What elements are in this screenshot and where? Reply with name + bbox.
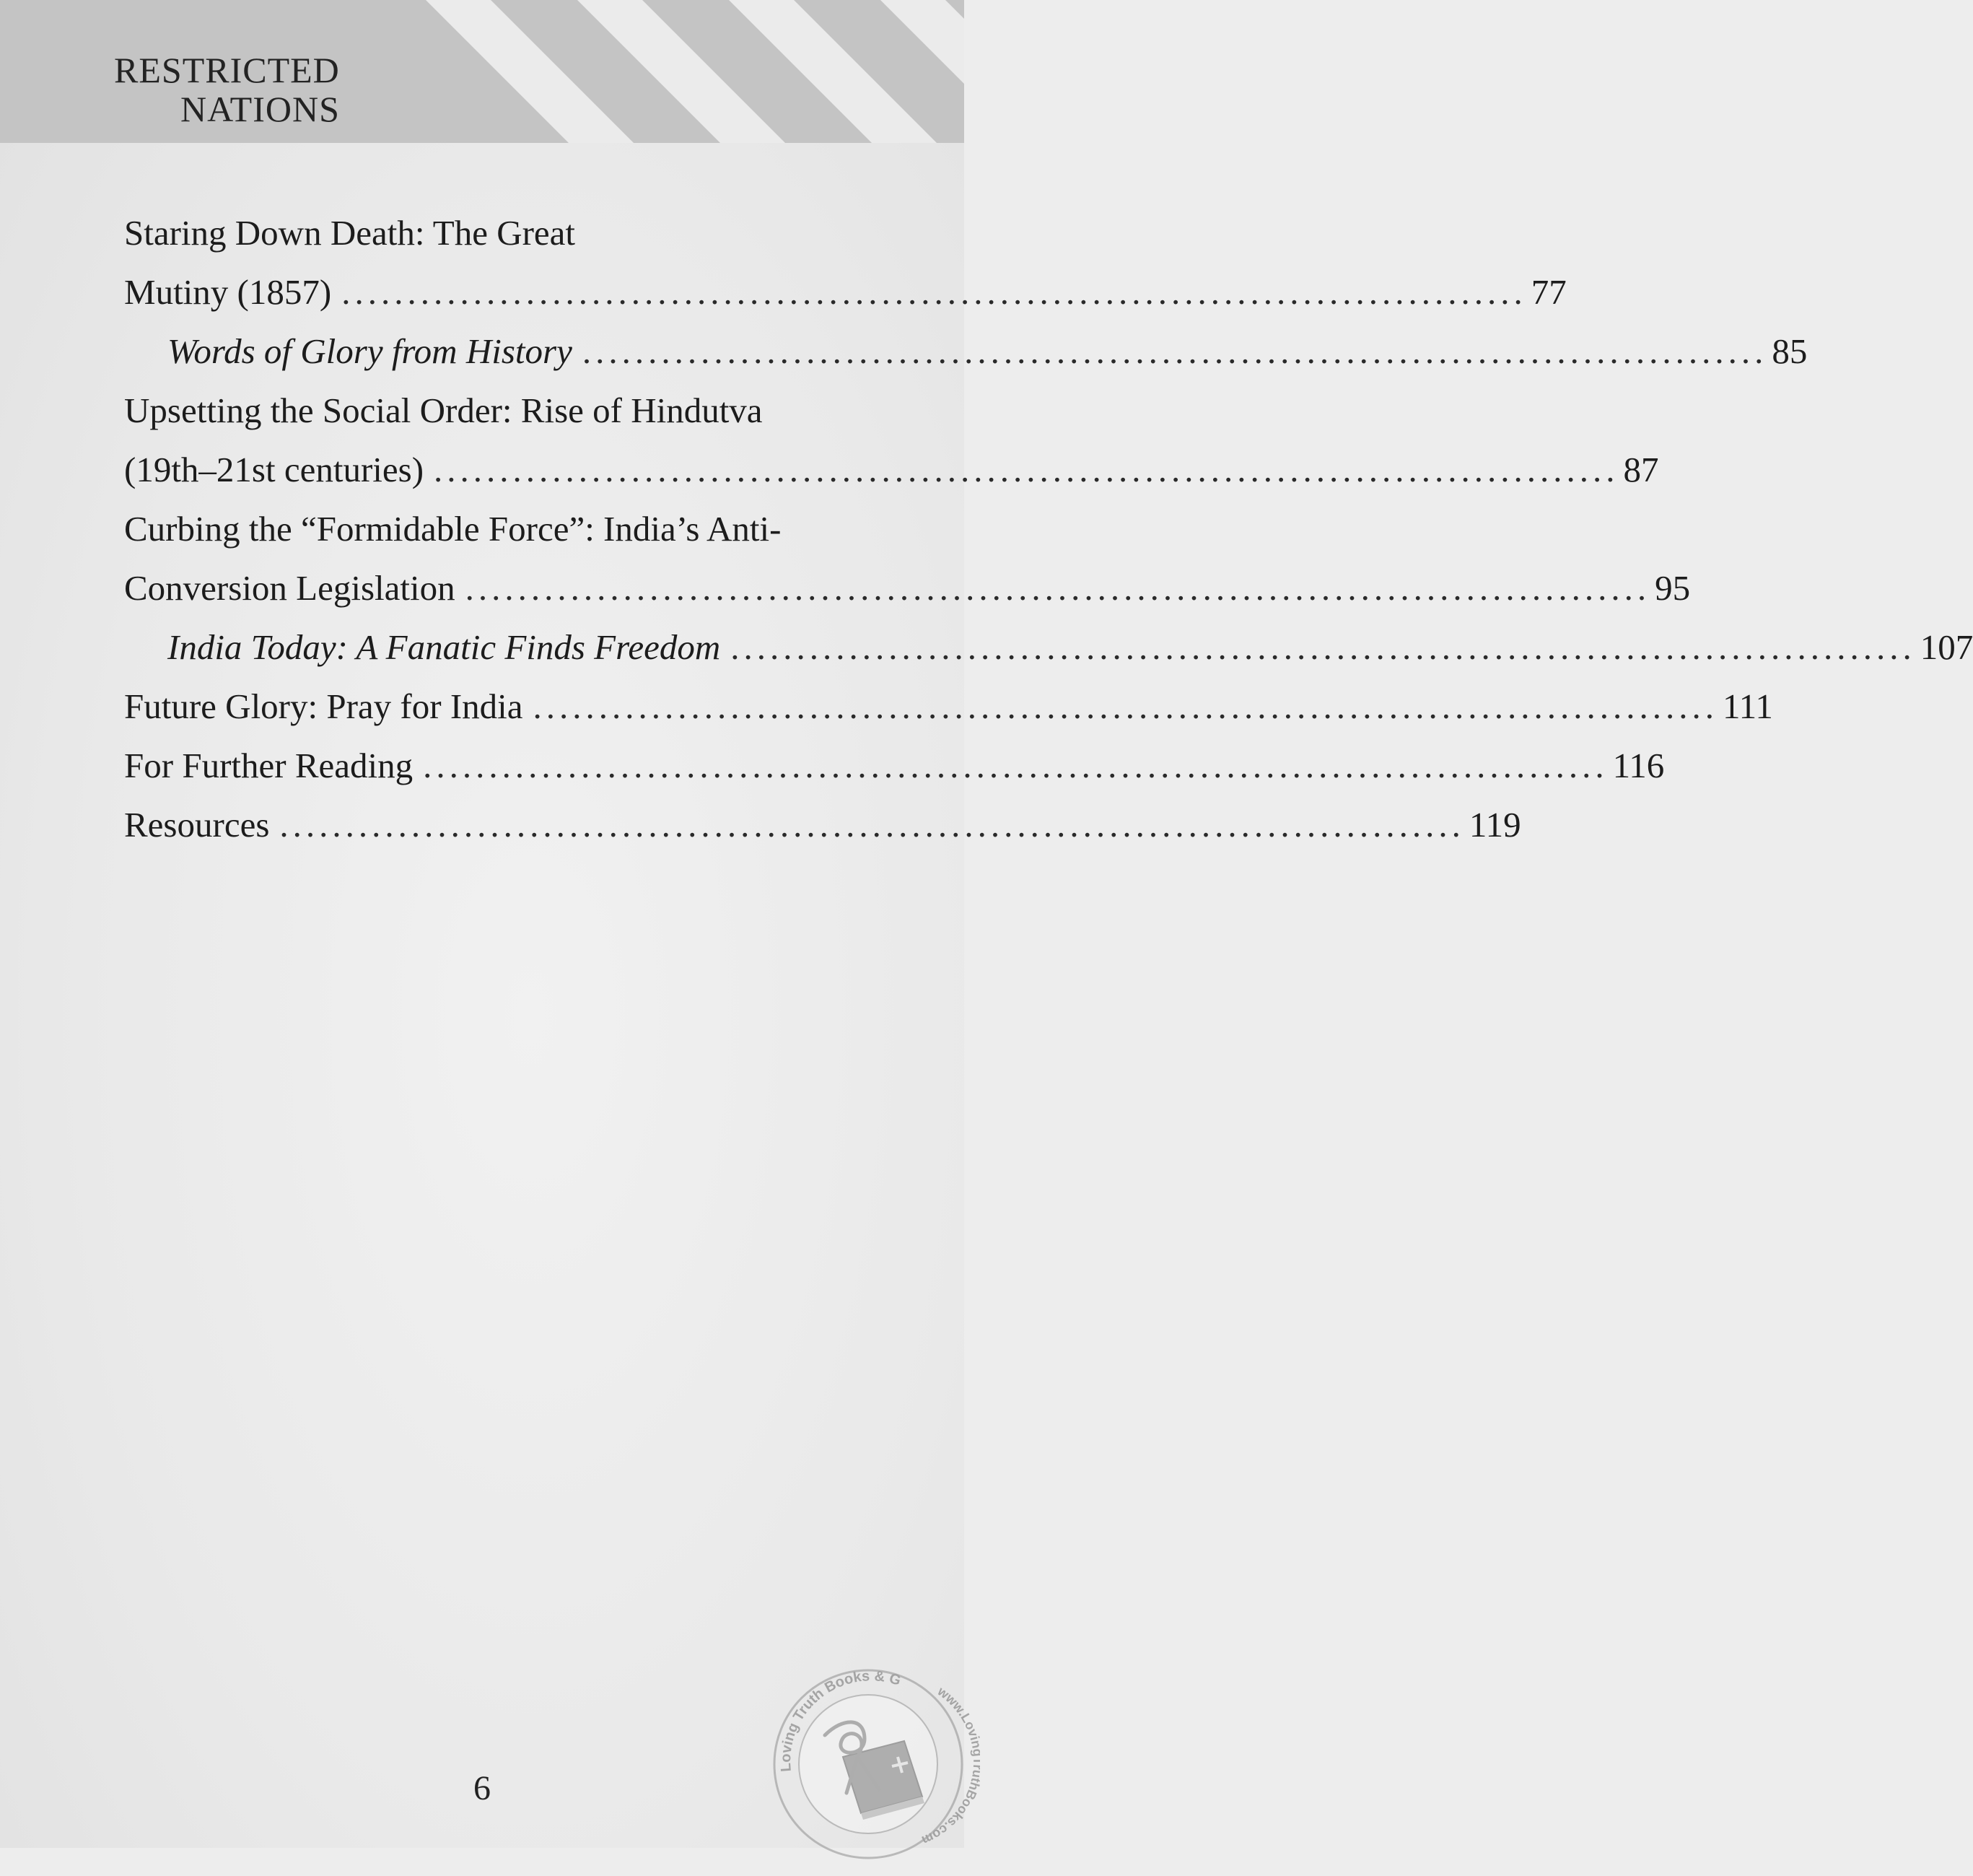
dot-leader: .......................................................................................... bbox=[465, 568, 1651, 608]
toc-page-number: 87 bbox=[1623, 450, 1659, 489]
toc-page-number: 119 bbox=[1469, 805, 1521, 845]
toc-entry-title-line-1: Curbing the “Formidable Force”: India’s Anti- bbox=[124, 509, 782, 549]
toc-page-number: 77 bbox=[1531, 272, 1567, 312]
series-title-line-1: RESTRICTED bbox=[114, 50, 340, 90]
toc-entry bbox=[124, 204, 1567, 322]
toc-entry-title-line-2: Conversion Legislation bbox=[124, 568, 455, 608]
toc-entry-title-line-2: (19th–21st centuries) bbox=[124, 450, 424, 489]
toc-entry-title-line-2: Mutiny (1857) bbox=[124, 272, 332, 312]
dot-leader: .......................................................................................... bbox=[434, 450, 1619, 489]
toc-entry-title: Future Glory: Pray for India bbox=[124, 686, 523, 726]
dot-leader: .......................................................................................... bbox=[533, 686, 1718, 726]
toc-page-number: 107 bbox=[1920, 627, 1973, 667]
toc-entry bbox=[124, 677, 1773, 736]
toc-entry-title-line-1: Upsetting the Social Order: Rise of Hindutva bbox=[124, 391, 763, 430]
dot-leader: .......................................................................................... bbox=[279, 805, 1465, 845]
dot-leader: .......................................................................................... bbox=[582, 331, 1768, 371]
toc-entry-title: India Today: A Fanatic Finds Freedom bbox=[167, 627, 721, 667]
watermark-arc-top: Loving Truth Books & G bbox=[778, 1668, 903, 1773]
header-band bbox=[0, 0, 964, 143]
toc-entry bbox=[124, 618, 1973, 677]
toc-entry-title-line-1: Staring Down Death: The Great bbox=[124, 213, 576, 253]
toc-page-number: 85 bbox=[1772, 331, 1808, 371]
table-of-contents bbox=[124, 204, 1973, 855]
series-title-line-2: NATIONS bbox=[180, 89, 340, 129]
toc-entry-title: For Further Reading bbox=[124, 746, 414, 785]
watermark-arc-right: www.Lov Books.com bbox=[919, 1683, 980, 1848]
toc-entry bbox=[124, 322, 1808, 381]
dot-leader: .......................................................................................... bbox=[423, 746, 1609, 785]
toc-page-number: 95 bbox=[1655, 568, 1691, 608]
bible-ribbon-icon bbox=[756, 1649, 980, 1872]
dot-leader: .......................................................................................... bbox=[341, 272, 1527, 312]
toc-entry bbox=[124, 795, 1521, 855]
toc-entry bbox=[124, 499, 1691, 618]
toc-page-number: 111 bbox=[1723, 686, 1773, 726]
toc-entry bbox=[124, 736, 1665, 795]
toc-entry bbox=[124, 381, 1659, 499]
watermark-stamp bbox=[756, 1649, 980, 1872]
page-number: 6 bbox=[473, 1769, 491, 1807]
dot-leader: .......................................................................................... bbox=[730, 627, 1916, 667]
toc-entry-title: Words of Glory from History bbox=[167, 331, 572, 371]
toc-entry-title: Resources bbox=[124, 805, 270, 845]
series-title bbox=[114, 51, 340, 128]
toc-page-number: 116 bbox=[1612, 746, 1665, 785]
